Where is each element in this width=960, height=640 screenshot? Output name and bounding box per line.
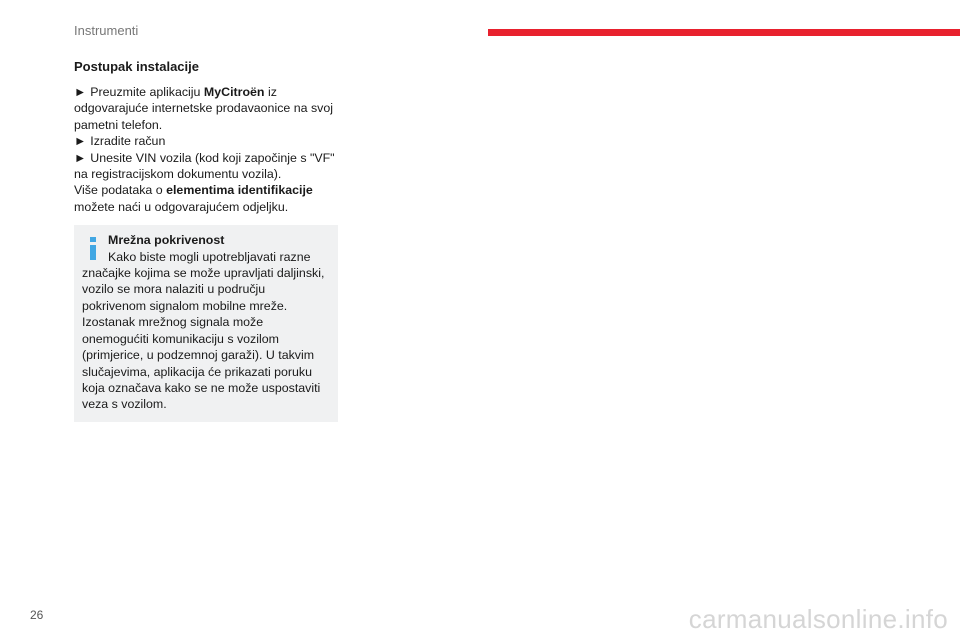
step-text: iz odgovarajuće internetske prodavaonice na svoj pametni telefon.	[74, 85, 333, 132]
step-download-app	[74, 84, 342, 133]
app-name: MyCitroën	[203, 85, 265, 99]
info-icon	[88, 237, 98, 261]
section-title: Instrumenti	[74, 23, 139, 38]
paragraph-text: Više podataka o	[74, 183, 167, 198]
step-text: Izradite račun	[90, 134, 166, 149]
identification-link-text: elementima identifikacije	[166, 183, 313, 198]
page-number: 26	[30, 608, 44, 622]
installation-heading: Postupak instalacije	[74, 59, 199, 74]
step-create-account	[74, 133, 342, 149]
info-box-line: Kako biste mogli upotrebljavati razne	[108, 249, 311, 264]
arrow-icon: ►	[74, 150, 87, 165]
manual-content	[74, 58, 342, 422]
more-info-paragraph	[74, 182, 342, 215]
step-enter-vin	[74, 150, 342, 183]
arrow-icon: ►	[74, 134, 87, 149]
step-text: Preuzmite aplikaciju	[90, 85, 204, 99]
info-box-text: Izostanak mrežnog signala može onemogućiti komunikaciju s vozilom (primjerice, u podzemnoj garaži). U takvim slučajevima, aplikacija će prikazati poruku koja označava kako se ne može uspostaviti veza s vozilom.	[82, 315, 321, 412]
info-box-title: Mrežna pokrivenost	[108, 233, 225, 248]
arrow-icon: ►	[74, 85, 87, 99]
section-accent-bar	[488, 29, 960, 36]
step-text: Unesite VIN vozila (kod koji započinje s "VF" na registracijskom dokumentu vozila).	[74, 150, 335, 182]
watermark: carmanualsonline.info	[688, 604, 948, 634]
network-coverage-info-box	[74, 225, 338, 421]
info-box-text: značajke kojima se može upravljati daljinski, vozilo se mora nalaziti u području pokrivenom signalom mobilne mreže.	[82, 266, 325, 313]
paragraph-text: možete naći u odgovarajućem odjeljku.	[74, 199, 289, 214]
